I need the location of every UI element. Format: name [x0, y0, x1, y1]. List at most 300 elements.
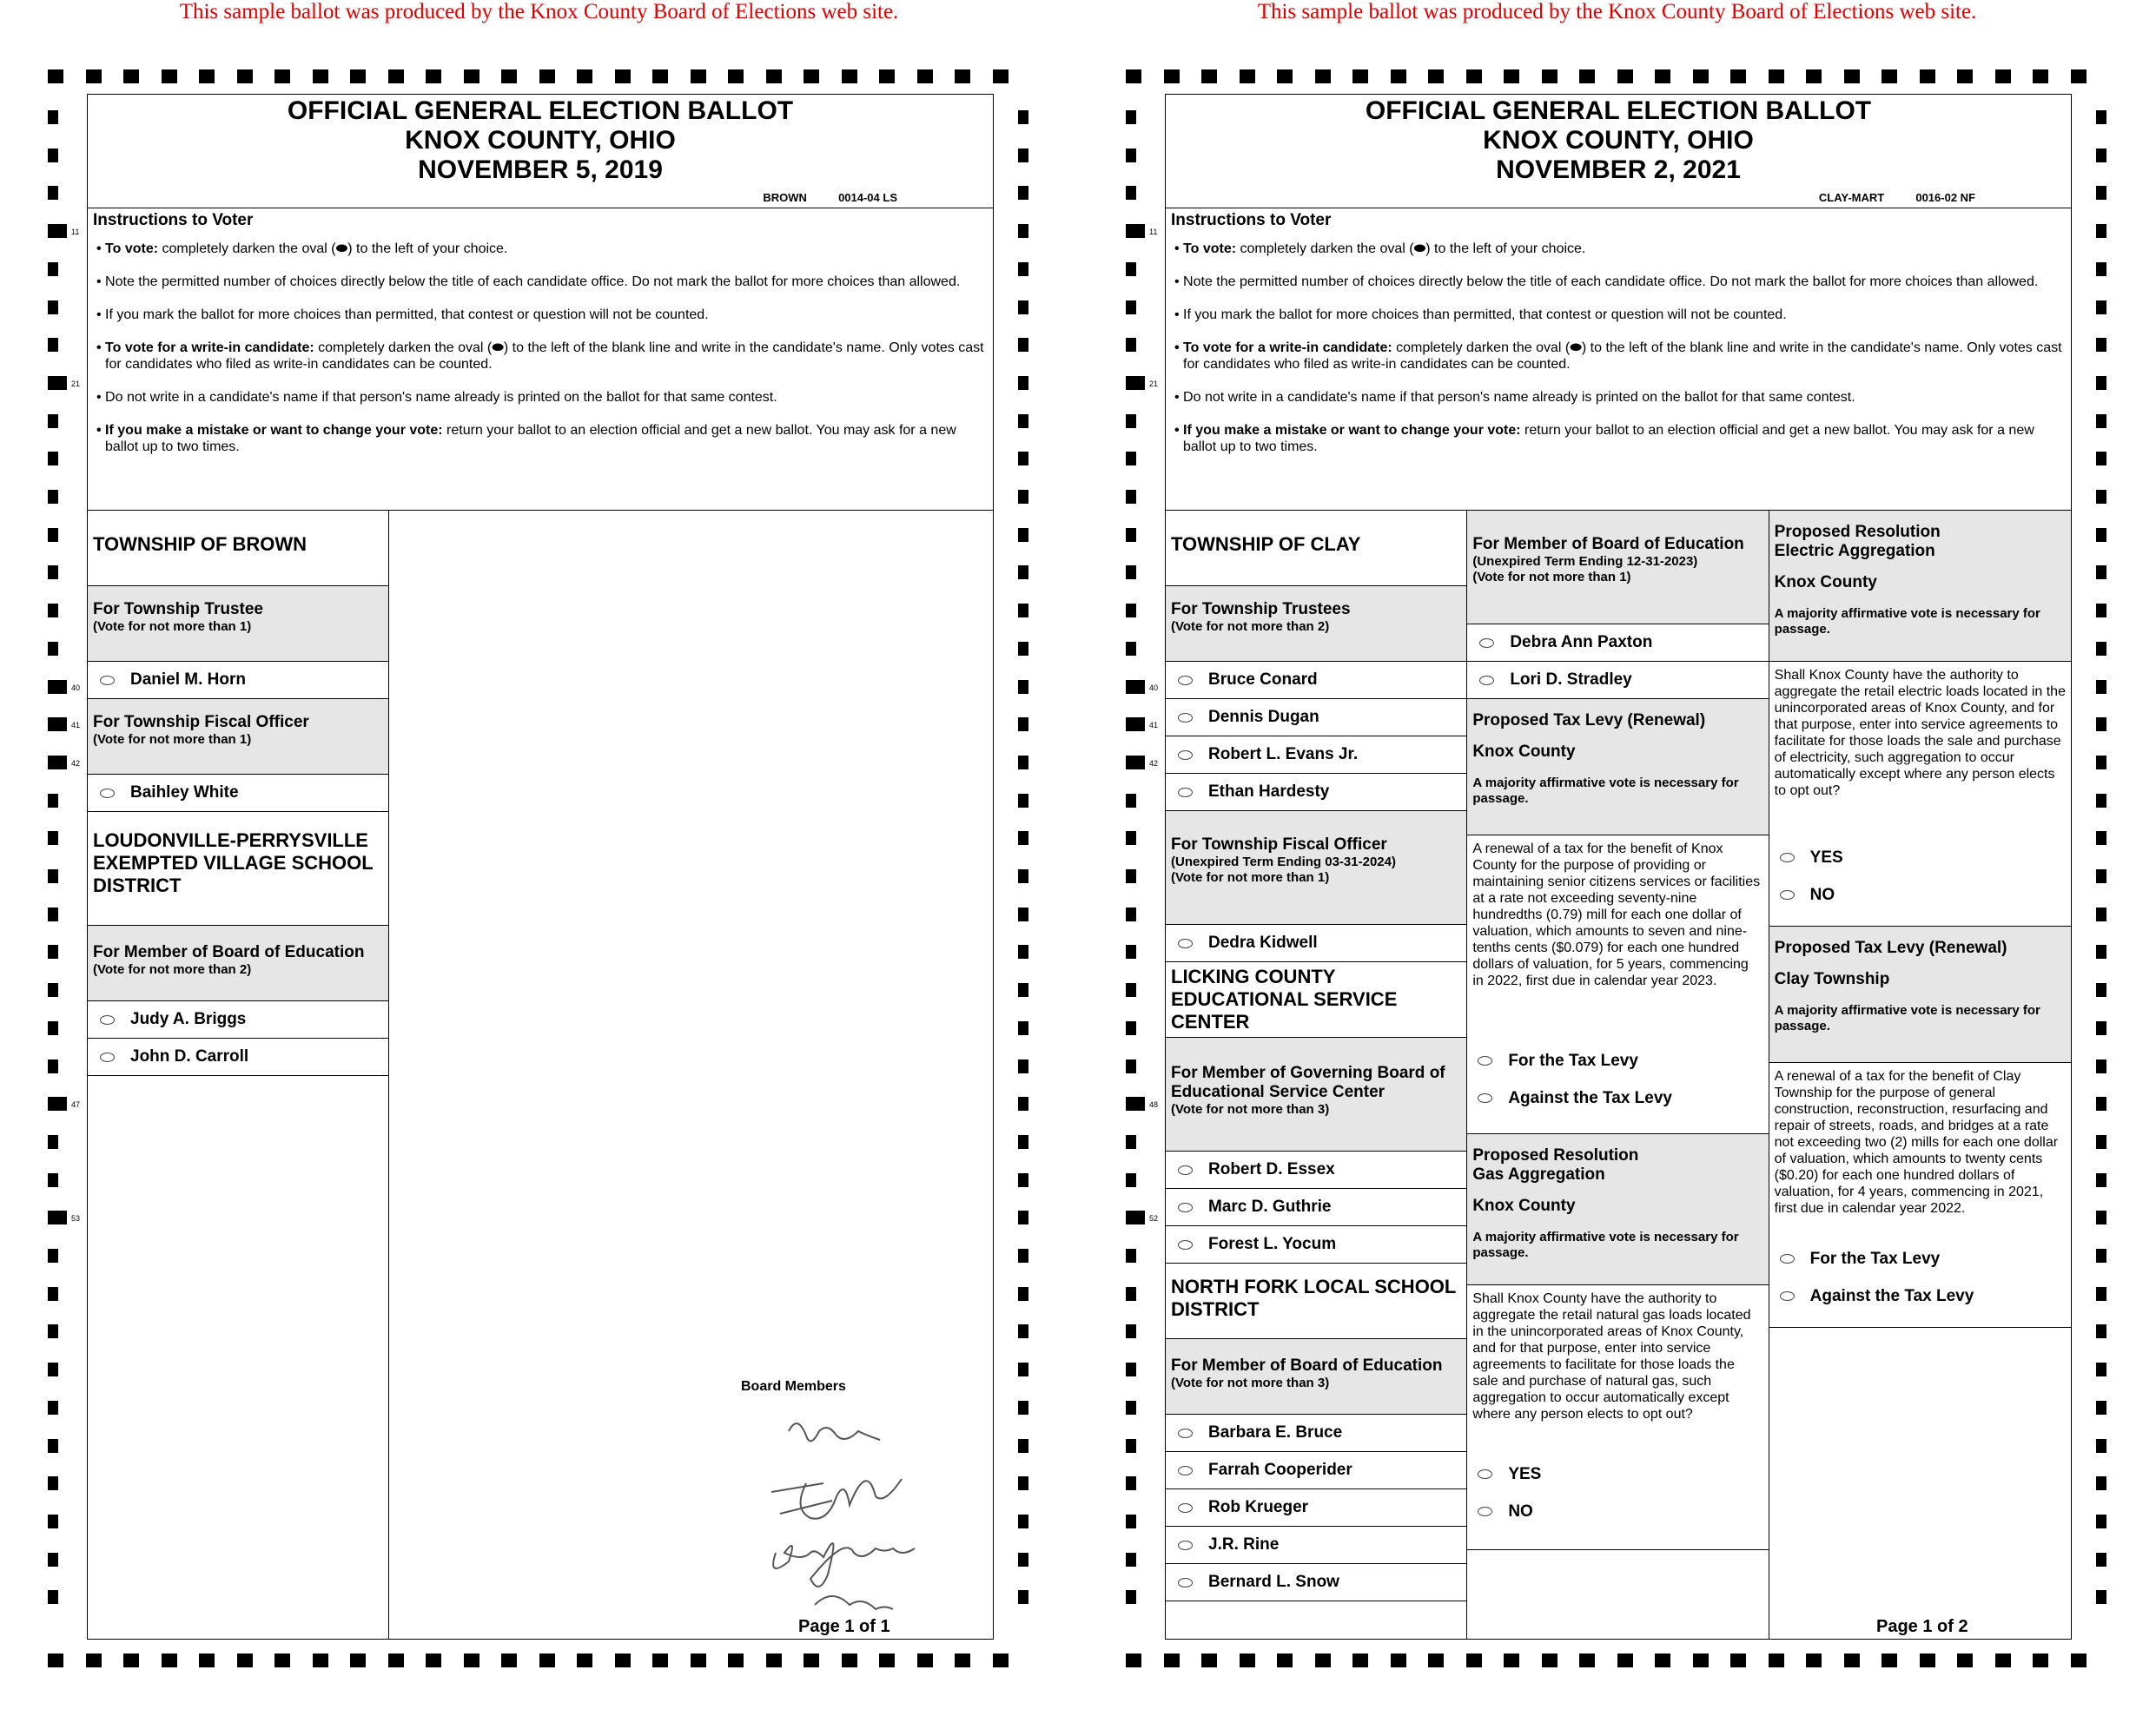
- issue-option[interactable]: [1472, 1493, 1762, 1530]
- timing-mark: [2096, 1476, 2106, 1490]
- instruction-item: [93, 340, 988, 373]
- ballot-title: OFFICIAL GENERAL ELECTION BALLOT: [287, 96, 794, 125]
- candidate-name: Baihley White: [130, 783, 239, 802]
- candidate-option[interactable]: [1166, 1189, 1466, 1226]
- timing-mark: [1315, 1653, 1331, 1667]
- timing-mark: [1126, 756, 1145, 769]
- board-members-label: Board Members: [741, 1379, 846, 1394]
- oval-icon[interactable]: [100, 1053, 115, 1062]
- issue-senior-levy-body: [1467, 835, 1768, 1134]
- timing-mark: [1957, 1653, 1973, 1667]
- issue-entity: Knox County: [1472, 743, 1576, 761]
- issue-entity: Clay Township: [1774, 970, 1890, 988]
- oval-icon[interactable]: [1178, 1203, 1193, 1212]
- timing-mark: [274, 69, 290, 83]
- timing-mark: [1126, 1439, 1136, 1453]
- timing-mark: [1126, 1059, 1136, 1073]
- timing-mark: [2096, 1287, 2106, 1301]
- oval-icon[interactable]: [1780, 1291, 1795, 1301]
- timing-marks-top: [48, 69, 1029, 83]
- timing-mark: [2096, 1553, 2106, 1567]
- issue-subtitle: Gas Aggregation: [1472, 1165, 1605, 1184]
- oval-icon[interactable]: [1478, 1093, 1492, 1103]
- oval-icon[interactable]: [100, 789, 115, 798]
- timing-mark: [1018, 1249, 1028, 1263]
- instruction-text: • If you mark the ballot for more choices than permitted, that contest or question will not be counted.: [1174, 307, 1787, 322]
- instruction-item: [1171, 389, 2066, 406]
- township-heading: [1166, 511, 1466, 586]
- office-title: For Township Trustees: [1171, 600, 1351, 618]
- timing-mark: [48, 945, 58, 959]
- column-3: [1769, 511, 2071, 1640]
- timing-mark: [1018, 1363, 1028, 1376]
- timing-mark: [1018, 604, 1028, 617]
- timing-mark: [48, 1287, 58, 1301]
- candidate-name: Ethan Hardesty: [1208, 782, 1330, 801]
- candidate-name: Judy A. Briggs: [130, 1010, 247, 1028]
- oval-icon[interactable]: [1478, 1056, 1492, 1066]
- timing-mark: [2096, 414, 2106, 428]
- timing-mark: [1769, 1653, 1784, 1667]
- timing-mark: [2096, 945, 2106, 959]
- ballot-date: NOVEMBER 2, 2021: [1496, 155, 1741, 184]
- timing-mark: [1018, 756, 1028, 769]
- side-row-number: 11: [71, 228, 80, 237]
- office-title: For Township Trustee: [93, 600, 263, 618]
- oval-icon[interactable]: [1178, 1429, 1193, 1438]
- candidate-name: Lori D. Stradley: [1510, 670, 1632, 689]
- column-1: [88, 511, 389, 1640]
- timing-mark: [1018, 1059, 1028, 1073]
- oval-icon[interactable]: [1479, 638, 1494, 648]
- ballot-frame: [1165, 94, 2072, 1640]
- timing-mark: [48, 1211, 67, 1224]
- timing-mark: [652, 1653, 668, 1667]
- candidate-option[interactable]: [88, 1039, 388, 1076]
- timing-mark: [48, 376, 67, 390]
- instructions: [1166, 208, 2071, 511]
- issue-senior-levy: [1467, 699, 1768, 835]
- oval-icon[interactable]: [1178, 1503, 1193, 1513]
- timing-mark: [1126, 224, 1145, 238]
- issue-road-levy-body: [1769, 1063, 2071, 1328]
- timing-mark: [1018, 1211, 1028, 1224]
- majority-note: A majority affirmative vote is necessary for passage.: [1774, 1003, 2040, 1033]
- timing-mark: [388, 69, 404, 83]
- timing-mark: [539, 1653, 555, 1667]
- candidate-option[interactable]: [88, 775, 388, 812]
- option-label: Against the Tax Levy: [1809, 1286, 1974, 1305]
- timing-mark: [1277, 1653, 1293, 1667]
- side-row-number: 48: [1149, 1100, 1159, 1110]
- timing-mark: [1126, 1173, 1136, 1187]
- timing-mark: [2096, 983, 2106, 997]
- timing-mark: [1126, 452, 1136, 465]
- oval-icon[interactable]: [1479, 676, 1494, 685]
- candidate-name: Dedra Kidwell: [1208, 934, 1318, 952]
- candidate-name: Rob Krueger: [1208, 1498, 1309, 1516]
- candidate-option[interactable]: [1467, 624, 1768, 662]
- timing-mark: [48, 1059, 58, 1073]
- issue-option[interactable]: [1775, 876, 2066, 914]
- contest-esc-board: [1166, 1038, 1466, 1152]
- candidate-option[interactable]: [1166, 1152, 1466, 1189]
- timing-mark: [1018, 224, 1028, 238]
- candidate-name: John D. Carroll: [130, 1047, 249, 1066]
- office-title: For Township Fiscal Officer: [1171, 835, 1387, 854]
- vote-limit: (Vote for not more than 1): [1171, 870, 1330, 885]
- side-row-number: 41: [71, 721, 81, 730]
- candidate-name: Dennis Dugan: [1208, 708, 1319, 726]
- page-number: Page 1 of 2: [1876, 1617, 1968, 1636]
- timing-mark: [2096, 1249, 2106, 1263]
- timing-mark: [993, 1653, 1009, 1667]
- contest-trustee: [88, 586, 388, 662]
- candidate-option[interactable]: [88, 662, 388, 699]
- timing-mark: [48, 1021, 58, 1035]
- timing-mark: [1428, 1653, 1444, 1667]
- timing-mark: [1018, 262, 1028, 276]
- timing-mark: [48, 680, 67, 694]
- timing-mark: [1126, 1553, 1136, 1567]
- timing-mark: [48, 69, 63, 83]
- candidate-option[interactable]: [88, 1001, 388, 1039]
- side-row-number: 47: [71, 1100, 81, 1110]
- township-name: TOWNSHIP OF BROWN: [93, 533, 308, 555]
- issue-option[interactable]: [1775, 1277, 2066, 1315]
- vote-limit: (Vote for not more than 1): [93, 619, 252, 634]
- instruction-bold: • To vote:: [1174, 241, 1237, 256]
- timing-mark: [426, 1653, 441, 1667]
- timing-mark: [1844, 69, 1860, 83]
- candidate-option[interactable]: [1166, 1527, 1466, 1564]
- oval-icon[interactable]: [100, 1015, 115, 1025]
- timing-mark: [917, 1653, 933, 1667]
- timing-mark: [1844, 1653, 1860, 1667]
- ballot-right: [1078, 0, 2156, 1736]
- oval-icon[interactable]: [1780, 1254, 1795, 1264]
- timing-mark: [1617, 69, 1633, 83]
- timing-marks-left: [1126, 87, 1140, 1650]
- timing-mark: [766, 1653, 782, 1667]
- ballot-code: [763, 191, 897, 204]
- candidate-option[interactable]: [1166, 1489, 1466, 1527]
- issue-road-levy: [1769, 927, 2071, 1063]
- timing-mark: [728, 1653, 744, 1667]
- timing-mark: [1018, 338, 1028, 352]
- timing-mark: [1018, 565, 1028, 579]
- timing-mark: [1617, 1653, 1633, 1667]
- issue-option[interactable]: [1775, 1240, 2066, 1277]
- timing-mark: [993, 69, 1009, 83]
- timing-mark: [2096, 338, 2106, 352]
- timing-mark: [2096, 490, 2106, 504]
- oval-icon[interactable]: [1478, 1469, 1492, 1479]
- candidate-option[interactable]: [1166, 1564, 1466, 1601]
- timing-mark: [1806, 1653, 1822, 1667]
- timing-mark: [1126, 300, 1136, 314]
- ballot-date: NOVEMBER 5, 2019: [418, 155, 663, 184]
- oval-icon[interactable]: [1178, 788, 1193, 797]
- side-row-number: 40: [1149, 683, 1159, 692]
- timing-mark: [1126, 908, 1136, 921]
- ballot-style-code: 0014-04 LS: [838, 191, 897, 204]
- oval-icon[interactable]: [1178, 676, 1193, 685]
- timing-mark: [2071, 1653, 2087, 1667]
- oval-icon[interactable]: [1780, 853, 1795, 862]
- timing-mark: [2096, 149, 2106, 162]
- timing-mark: [48, 869, 58, 883]
- contest-board-education: [1166, 1339, 1466, 1415]
- candidate-option[interactable]: [1166, 1226, 1466, 1264]
- timing-mark: [1126, 642, 1136, 656]
- issue-option[interactable]: [1472, 1042, 1762, 1079]
- candidate-option[interactable]: [1166, 1452, 1466, 1489]
- issue-text: Shall Knox County have the authority to aggregate the retail electric loads located in the unincorporated areas of Knox County, and for that purpose, enter into service agreements to facilitate for those loads the sale and purchase of electricity, such aggregation to occur automatically except where any person elects to opt out?: [1774, 668, 2066, 798]
- oval-icon[interactable]: [1178, 1240, 1193, 1250]
- option-label: NO: [1508, 1502, 1533, 1521]
- timing-mark: [652, 69, 668, 83]
- timing-mark: [1018, 1324, 1028, 1338]
- oval-icon[interactable]: [1178, 713, 1193, 723]
- timing-mark: [1504, 69, 1519, 83]
- option-label: NO: [1809, 885, 1835, 904]
- timing-mark: [1126, 186, 1136, 200]
- candidate-option[interactable]: [1467, 662, 1768, 699]
- option-label: Against the Tax Levy: [1508, 1088, 1672, 1107]
- candidate-name: Bernard L. Snow: [1208, 1573, 1339, 1591]
- sample-banner: This sample ballot was produced by the Knox County Board of Elections web site.: [179, 0, 899, 23]
- instruction-item: [93, 307, 988, 323]
- timing-mark: [2096, 186, 2106, 200]
- candidate-name: Marc D. Guthrie: [1208, 1198, 1332, 1216]
- issue-title: Proposed Tax Levy (Renewal): [1774, 939, 2007, 957]
- timing-mark: [48, 1476, 58, 1490]
- timing-mark: [1126, 1363, 1136, 1376]
- timing-mark: [501, 1653, 517, 1667]
- instruction-item: [1171, 307, 2066, 323]
- timing-mark: [1655, 69, 1670, 83]
- candidate-option[interactable]: [1166, 662, 1466, 699]
- candidate-name: Barbara E. Bruce: [1208, 1423, 1343, 1442]
- issue-entity: Knox County: [1472, 1197, 1576, 1215]
- timing-marks-left: [48, 87, 62, 1650]
- timing-mark: [1164, 69, 1180, 83]
- timing-mark: [48, 452, 58, 465]
- timing-mark: [1018, 642, 1028, 656]
- esc-name: LICKING COUNTY EDUCATIONAL SERVICE CENTER: [1171, 966, 1398, 1033]
- oval-icon[interactable]: [1178, 750, 1193, 760]
- timing-marks-right: [2096, 87, 2110, 1650]
- timing-mark: [955, 69, 970, 83]
- timing-mark: [2096, 262, 2106, 276]
- timing-mark: [426, 69, 441, 83]
- timing-mark: [1126, 490, 1136, 504]
- timing-mark: [955, 1653, 970, 1667]
- timing-mark: [2096, 224, 2106, 238]
- timing-mark: [2096, 1173, 2106, 1187]
- timing-mark: [1126, 528, 1136, 542]
- timing-mark: [1920, 69, 1935, 83]
- timing-mark: [1126, 565, 1136, 579]
- timing-mark: [1018, 300, 1028, 314]
- ballot-header: [1166, 95, 2071, 208]
- candidate-option[interactable]: [1166, 1415, 1466, 1452]
- vote-limit: (Vote for not more than 3): [1171, 1102, 1330, 1117]
- vote-limit: (Vote for not more than 2): [93, 962, 252, 977]
- timing-mark: [1466, 69, 1482, 83]
- instruction-text: completely darken the oval (⬬) to the left of your choice.: [158, 241, 508, 256]
- timing-mark: [2096, 869, 2106, 883]
- timing-mark: [48, 642, 58, 656]
- timing-mark: [1730, 1653, 1746, 1667]
- oval-icon[interactable]: [1178, 1578, 1193, 1587]
- timing-mark: [1730, 69, 1746, 83]
- oval-icon[interactable]: [1178, 1541, 1193, 1550]
- timing-mark: [48, 490, 58, 504]
- timing-mark: [48, 224, 67, 238]
- timing-mark: [539, 69, 555, 83]
- timing-mark: [274, 1653, 290, 1667]
- oval-icon[interactable]: [1780, 890, 1795, 900]
- timing-mark: [2096, 452, 2106, 465]
- timing-mark: [1018, 1401, 1028, 1415]
- oval-icon[interactable]: [1178, 1466, 1193, 1475]
- side-row-number: 40: [71, 683, 81, 692]
- candidate-name: Robert D. Essex: [1208, 1160, 1335, 1178]
- timing-mark: [1018, 869, 1028, 883]
- column-2: [1467, 511, 1769, 1640]
- instructions-heading: Instructions to Voter: [93, 211, 254, 229]
- candidate-name: Forest L. Yocum: [1208, 1235, 1337, 1253]
- precinct-name: CLAY-MART: [1818, 191, 1885, 204]
- timing-mark: [1126, 262, 1136, 276]
- oval-icon[interactable]: [1178, 1165, 1193, 1175]
- issue-title: Proposed Resolution: [1472, 1146, 1639, 1165]
- instruction-text: return your ballot to an election official and get a new ballot. You may ask for a new ballot up to two times.: [105, 423, 956, 454]
- option-label: YES: [1809, 848, 1843, 867]
- timing-mark: [48, 756, 67, 769]
- office-title: For Member of Board of Education: [93, 943, 365, 961]
- timing-mark: [48, 983, 58, 997]
- timing-mark: [1018, 1173, 1028, 1187]
- issue-electric-aggregation: [1769, 511, 2071, 662]
- issue-gas-aggregation: [1467, 1134, 1768, 1285]
- timing-mark: [1018, 717, 1028, 731]
- timing-mark: [48, 908, 58, 921]
- timing-mark: [48, 186, 58, 200]
- timing-mark: [1126, 1135, 1136, 1149]
- timing-mark: [1018, 490, 1028, 504]
- instructions-heading: Instructions to Voter: [1171, 211, 1332, 229]
- instruction-bold: • To vote for a write-in candidate:: [1174, 340, 1392, 355]
- candidate-name: Bruce Conard: [1208, 670, 1318, 689]
- timing-mark: [48, 300, 58, 314]
- timing-mark: [350, 1653, 366, 1667]
- instruction-bold: • If you make a mistake or want to change your vote:: [96, 423, 443, 438]
- vote-limit: (Vote for not more than 2): [1171, 619, 1330, 634]
- term-note: (Unexpired Term Ending 12-31-2023): [1472, 554, 1698, 569]
- majority-note: A majority affirmative vote is necessary for passage.: [1472, 776, 1739, 806]
- timing-mark: [1018, 1553, 1028, 1567]
- timing-mark: [1693, 69, 1709, 83]
- timing-mark: [1806, 69, 1822, 83]
- timing-mark: [2096, 1590, 2106, 1604]
- instruction-item: [1171, 241, 2066, 257]
- issue-text: Shall Knox County have the authority to aggregate the retail natural gas loads located in the unincorporated areas of Knox County, and for that purpose, enter into service agreements to facilitate for those loads the sale and purchase of natural gas, such aggregation to occur automatically except where any person elects to opt out?: [1472, 1291, 1751, 1422]
- timing-mark: [1126, 1249, 1136, 1263]
- option-label: YES: [1508, 1464, 1542, 1483]
- timing-mark: [879, 69, 895, 83]
- office-title: For Member of Board of Education: [1472, 535, 1744, 553]
- timing-mark: [1018, 452, 1028, 465]
- oval-icon[interactable]: [1178, 939, 1193, 948]
- timing-mark: [2096, 1439, 2106, 1453]
- timing-mark: [48, 414, 58, 428]
- timing-mark: [48, 1553, 58, 1567]
- timing-mark: [48, 565, 58, 579]
- timing-mark: [1018, 983, 1028, 997]
- timing-mark: [1018, 149, 1028, 162]
- ballot-county: KNOX COUNTY, OHIO: [405, 126, 676, 155]
- timing-mark: [2096, 1401, 2106, 1415]
- timing-mark: [1126, 1590, 1136, 1604]
- timing-mark: [1126, 69, 1141, 83]
- oval-icon[interactable]: [1478, 1507, 1492, 1516]
- timing-mark: [691, 69, 706, 83]
- side-row-number: 42: [1149, 758, 1159, 768]
- timing-mark: [1126, 110, 1136, 124]
- contest-fiscal-officer: [88, 699, 388, 775]
- timing-mark: [1428, 69, 1444, 83]
- candidate-name: Daniel M. Horn: [130, 670, 247, 689]
- timing-mark: [48, 1363, 58, 1376]
- timing-mark: [1391, 1653, 1406, 1667]
- timing-mark: [691, 1653, 706, 1667]
- timing-mark: [615, 1653, 631, 1667]
- timing-mark: [1018, 1439, 1028, 1453]
- instruction-item: [1171, 422, 2066, 455]
- timing-mark: [48, 831, 58, 845]
- candidate-option[interactable]: [1166, 736, 1466, 774]
- timing-mark: [313, 1653, 328, 1667]
- timing-mark: [842, 1653, 857, 1667]
- vote-limit: (Vote for not more than 1): [93, 732, 252, 747]
- timing-mark: [2071, 69, 2087, 83]
- issue-option[interactable]: [1472, 1455, 1762, 1493]
- contest-fiscal-officer: [1166, 811, 1466, 925]
- ballot-header: [88, 95, 993, 208]
- instruction-text: completely darken the oval (⬬) to the left of the blank line and write in the candidate's name. Only votes cast for candidates who filed as write-in candidates can be counted.: [1183, 340, 2062, 372]
- oval-icon[interactable]: [100, 676, 115, 685]
- issue-option[interactable]: [1775, 839, 2066, 876]
- candidate-name: Debra Ann Paxton: [1510, 633, 1653, 651]
- candidate-option[interactable]: [1166, 774, 1466, 811]
- timing-mark: [577, 1653, 592, 1667]
- timing-mark: [162, 1653, 177, 1667]
- candidate-option[interactable]: [1166, 699, 1466, 736]
- candidate-option[interactable]: [1166, 925, 1466, 962]
- timing-mark: [1995, 69, 2011, 83]
- timing-mark: [1126, 1653, 1141, 1667]
- timing-mark: [1352, 69, 1368, 83]
- timing-mark: [2033, 69, 2048, 83]
- column-1: [1166, 511, 1467, 1640]
- timing-mark: [86, 1653, 102, 1667]
- timing-mark: [1542, 69, 1557, 83]
- issue-option[interactable]: [1472, 1079, 1762, 1117]
- issue-subtitle: Electric Aggregation: [1774, 542, 1935, 560]
